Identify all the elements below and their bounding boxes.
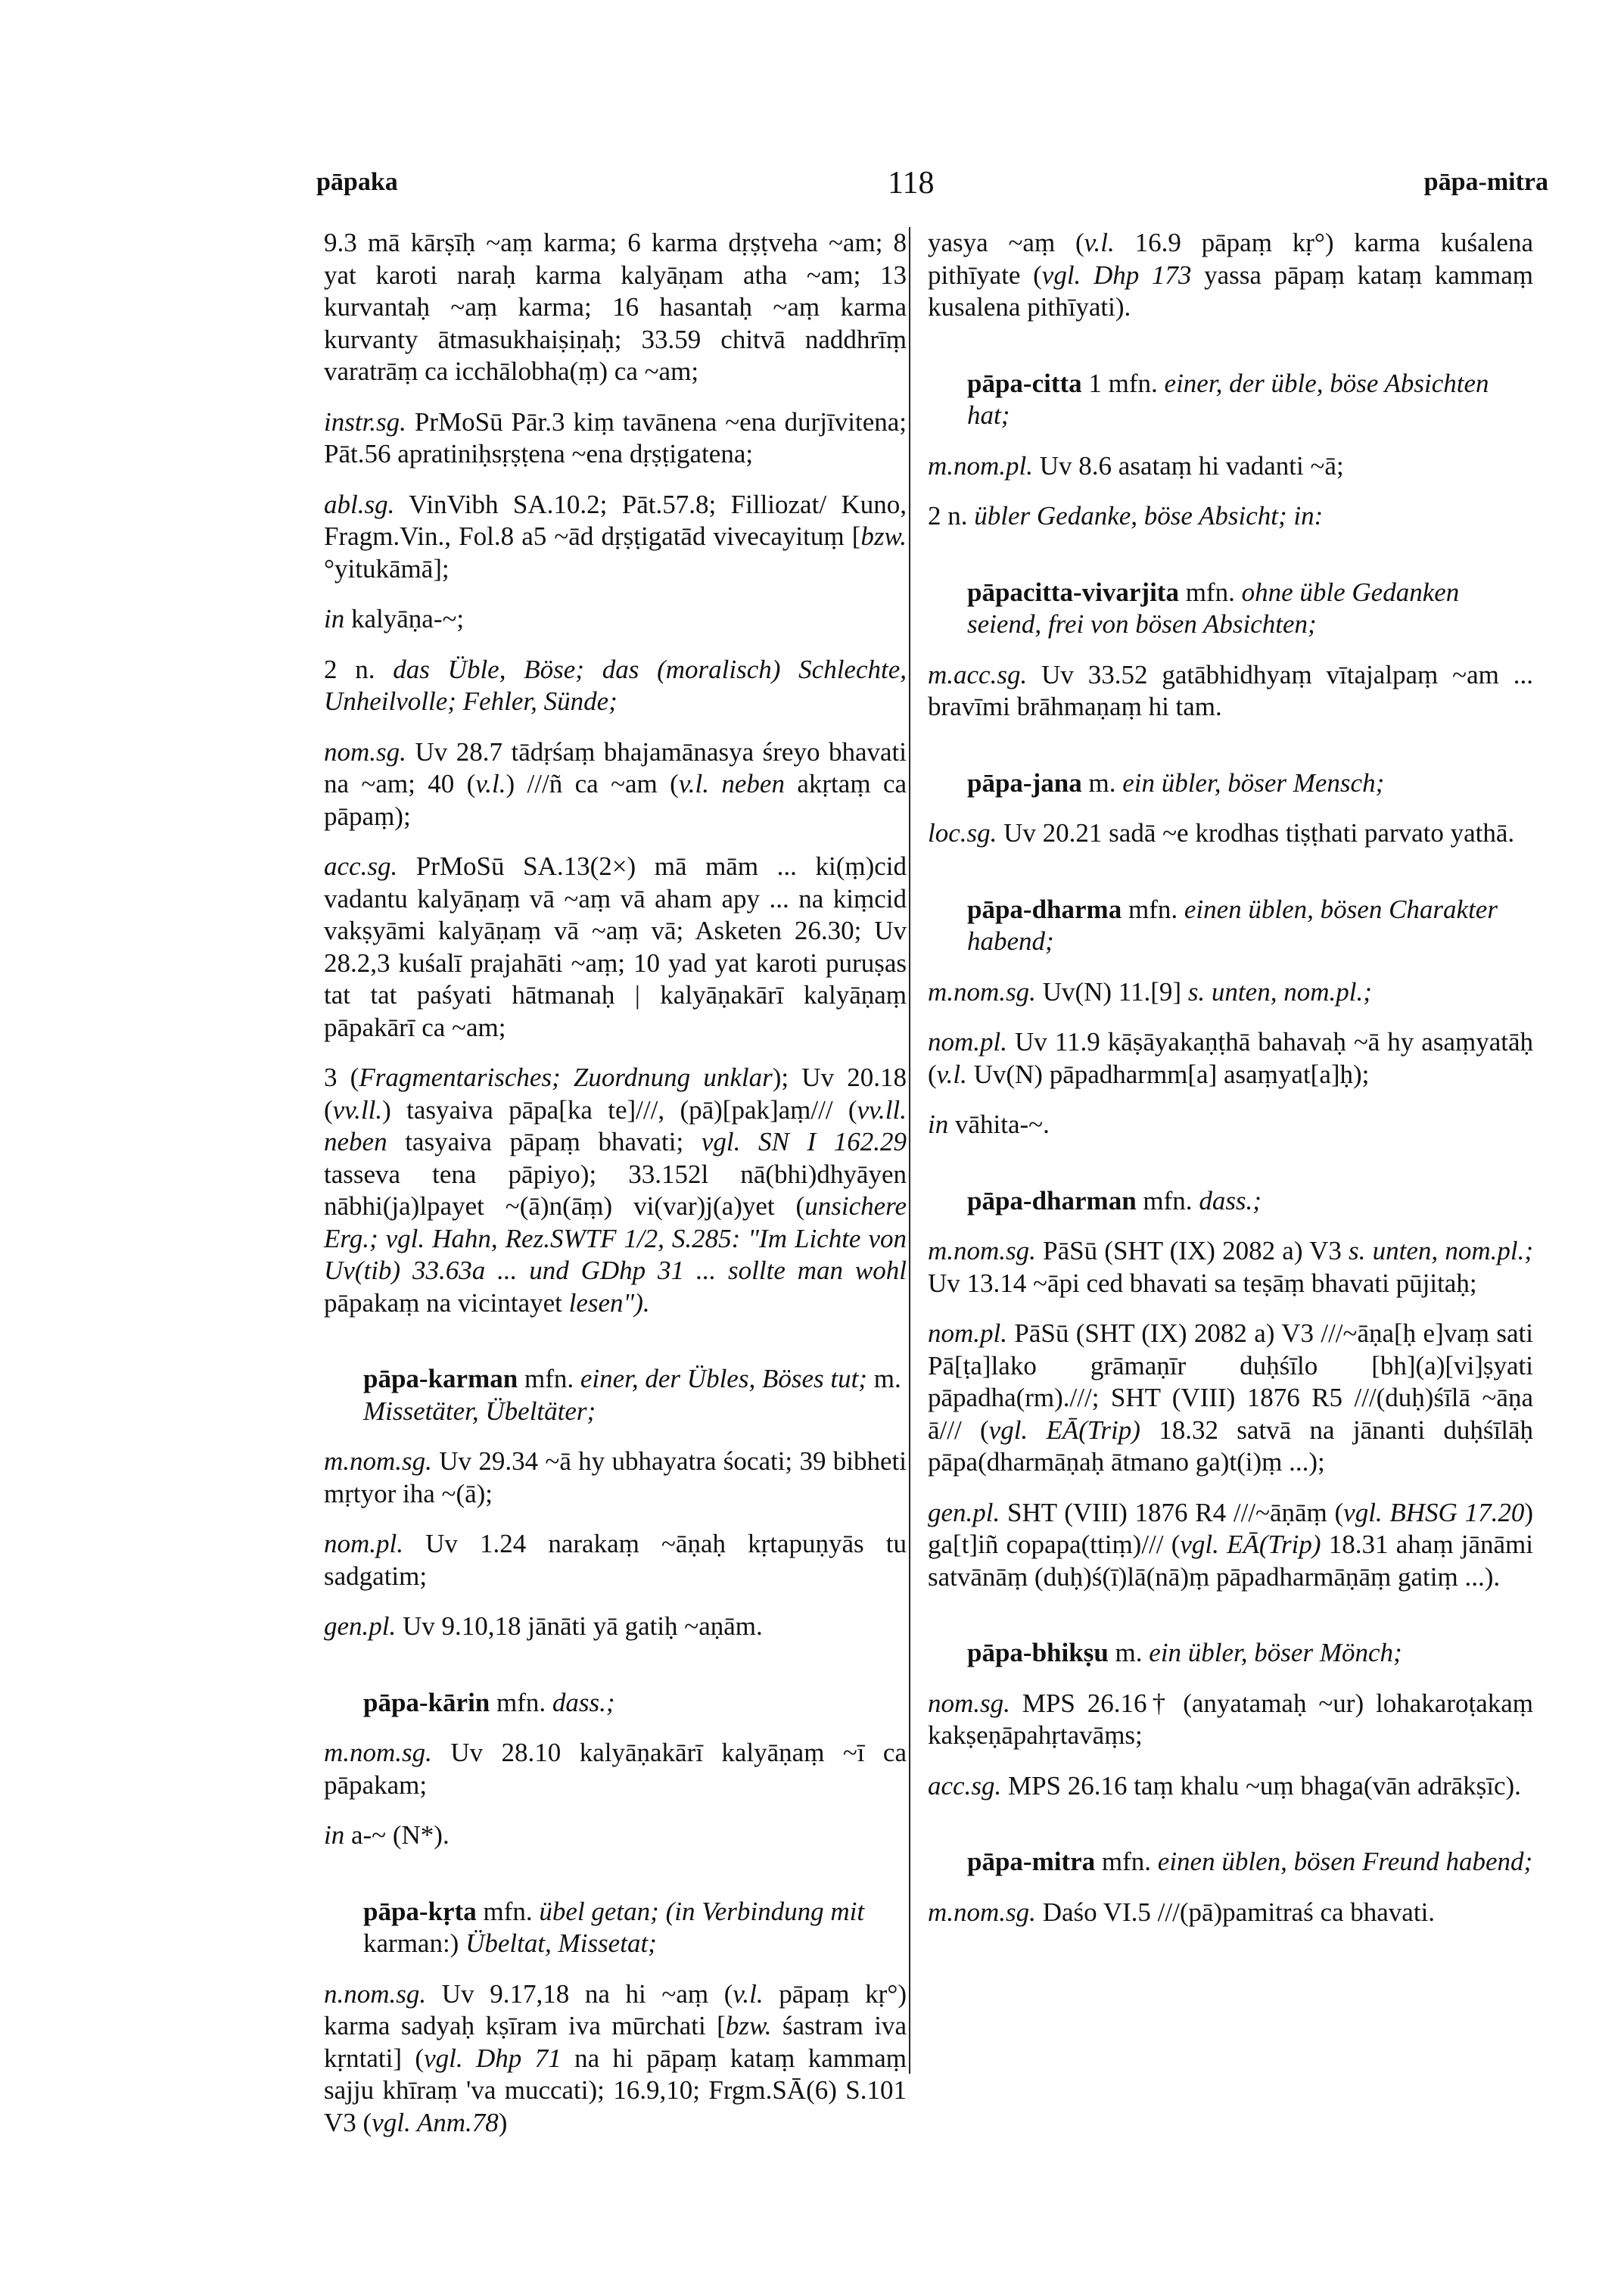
entry-paragraph: m.nom.sg. Daśo VI.5 ///(pā)pamitraś ca bhavati. bbox=[928, 1897, 1436, 1927]
entry-paragraph: 9.3 mā kārṣīḥ ~aṃ karma; 6 karma dṛṣṭveha ~am; 8 yat karoti naraḥ karma kalyāṇam atha ~am; 13 kurvantaḥ ~aṃ karma; 16 hasantaḥ ~aṃ karma kurvanty ātmasukhaiṣiṇaḥ; 33.59 chitvā naddhrīṃ varatrāṃ ca icchālobha(ṃ) ca ~am; bbox=[324, 228, 907, 386]
entry-paragraph: nom.sg. Uv 28.7 tādṛśaṃ bhajamānasya śreyo bhavati na ~am; 40 (v.l.) ///ñ ca ~am (v.l. neben akṛtaṃ ca pāpaṃ); bbox=[324, 736, 907, 831]
entry-paragraph: in a-~ (N*). bbox=[324, 1820, 450, 1850]
lemma-heading: pāpa-kārin mfn. dass.; bbox=[363, 1687, 615, 1717]
lemma-heading: pāpa-mitra mfn. einen üblen, bösen Freund habend; bbox=[967, 1847, 1533, 1876]
left-column bbox=[324, 227, 907, 2139]
lemma-heading: pāpa-jana m. ein übler, böser Mensch; bbox=[967, 767, 1385, 798]
entry-paragraph: m.nom.sg. Uv 28.10 kalyāṇakārī kalyāṇaṃ ~ī ca pāpakam; bbox=[324, 1738, 907, 1800]
lemma-heading: pāpa-dharman mfn. dass.; bbox=[967, 1185, 1262, 1215]
entry-paragraph: gen.pl. SHT (VIII) 1876 R4 ///~āṇāṃ (vgl. BHSG 17.20) ga[t]iñ copapa(ttiṃ)/// (vgl. EĀ(Trip) 18.31 ahaṃ jānāmi satvānāṃ (duḥ)ś(ī)lā(nā)ṃ pāpadharmāṇāṃ gatiṃ ...). bbox=[928, 1497, 1533, 1592]
entry-paragraph: 3 (Fragmentarisches; Zuordnung unklar); Uv 20.18 (vv.ll.) tasyaiva pāpa[ka te]///, (pā)[pak]aṃ/// (vv.ll. neben tasyaiva pāpaṃ bhavati; vgl. SN I 162.29 tasseva tena pāpiyo); 33.152l nā(bhi)dhyāyen nābhi(ja)lpayet ~(ā)n(āṃ) vi(var)j(a)yet (unsichere Erg.; vgl. Hahn, Rez.SWTF 1/2, S.285: "Im Lichte von Uv(tib) 33.63a ... und GDhp 31 ... sollte man wohl pāpakaṃ na vicintayet lesen"). bbox=[324, 1063, 907, 1318]
column-divider bbox=[909, 227, 910, 2074]
page-number: 118 bbox=[888, 166, 935, 201]
entry-paragraph: nom.pl. Uv 1.24 narakaṃ ~āṇaḥ kṛtapuṇyās tu sadgatim; bbox=[324, 1529, 907, 1591]
entry-paragraph: instr.sg. PrMoSū Pār.3 kiṃ tavānena ~ena durjīvitena; Pāt.56 apratiniḥsṛṣṭena ~ena dṛṣṭigatena; bbox=[324, 406, 907, 468]
entry-paragraph: m.nom.sg. PāSū (SHT (IX) 2082 a) V3 s. unten, nom.pl.; Uv 13.14 ~āpi ced bhavati sa teṣāṃ bhavati pūjitaḥ; bbox=[928, 1236, 1533, 1298]
entry-paragraph: n.nom.sg. Uv 9.17,18 na hi ~aṃ (v.l. pāpaṃ kṛ°) karma sadyaḥ kṣīram iva mūrchati [bzw. śastram iva kṛntati] (vgl. Dhp 71 na hi pāpaṃ kataṃ kammaṃ sajju khīraṃ 'va muccati); 16.9,10; Frgm.SĀ(6) S.101 V3 (vgl. Anm.78) bbox=[324, 1978, 907, 2137]
lemma-heading: pāpa-kṛta mfn. übel getan; (in Verbindung mit karman:) Übeltat, Missetat; bbox=[363, 1896, 865, 1958]
entry-paragraph: gen.pl. Uv 9.10,18 jānāti yā gatiḥ ~aṇām. bbox=[324, 1611, 763, 1641]
entry-paragraph: acc.sg. PrMoSū SA.13(2×) mā mām ... ki(ṃ)cid vadantu kalyāṇaṃ vā ~aṃ vā aham apy ... na kiṃcid vakṣyāmi kalyāṇaṃ vā ~aṃ vā; Asketen 26.30; Uv 28.2,3 kuśalī prajahāti ~aṃ; 10 yad yat karoti puruṣas tat tat paśyati hātmanaḥ | kalyāṇakārī kalyāṇaṃ pāpakārī ca ~am; bbox=[324, 851, 907, 1042]
lemma-heading: pāpacitta-vivarjita mfn. ohne üble Gedanken seiend, frei von bösen Absichten; bbox=[967, 577, 1460, 639]
lemma-heading: pāpa-citta 1 mfn. einer, der üble, böse Absichten hat; bbox=[967, 368, 1489, 430]
entry-paragraph: 2 n. das Üble, Böse; das (moralisch) Schlechte, Unheilvolle; Fehler, Sünde; bbox=[324, 654, 907, 716]
entry-paragraph: abl.sg. VinVibh SA.10.2; Pāt.57.8; Filliozat/ Kuno, Fragm.Vin., Fol.8 a5 ~ād dṛṣṭigatād vivecayituṃ [bzw. °yitukāmā]; bbox=[324, 489, 907, 584]
entry-paragraph: nom.pl. Uv 11.9 kāṣāyakaṇṭhā bahavaḥ ~ā hy asaṃyatāḥ (v.l. Uv(N) pāpadharmm[a] asaṃyat[a]ḥ); bbox=[928, 1027, 1533, 1089]
entry-paragraph: 2 n. übler Gedanke, böse Absicht; in: bbox=[928, 501, 1324, 531]
entry-paragraph: nom.sg. MPS 26.16† (anyatamaḥ ~ur) lohakaroṭakaṃ kakṣeṇāpahṛtavāṃs; bbox=[928, 1688, 1533, 1750]
entry-paragraph: nom.pl. PāSū (SHT (IX) 2082 a) V3 ///~āṇa[ḥ e]vaṃ sati Pā[ṭa]lako grāmaṇīr duḥśīlo [bh](a)[vi]ṣyati pāpadha(rm).///; SHT (VIII) 1876 R5 ///(duḥ)śīlā ~āṇa ā/// (vgl. EĀ(Trip) 18.32 satvā na jānanti duḥśīlāḥ pāpa(dharmāṇaḥ ātmano ga)t(i)ṃ ...); bbox=[928, 1318, 1533, 1477]
right-column bbox=[928, 227, 1533, 1928]
entry-paragraph: loc.sg. Uv 20.21 sadā ~e krodhas tiṣṭhati parvato yathā. bbox=[928, 818, 1515, 848]
running-head-left: pāpaka bbox=[316, 168, 398, 196]
entry-paragraph: yasya ~aṃ (v.l. 16.9 pāpaṃ kṛ°) karma kuśalena pithīyate (vgl. Dhp 173 yassa pāpaṃ kataṃ kammaṃ kusalena pithīyati). bbox=[928, 228, 1533, 322]
entry-paragraph: m.nom.sg. Uv 29.34 ~ā hy ubhayatra śocati; 39 bibheti mṛtyor iha ~(ā); bbox=[324, 1446, 907, 1508]
lemma-heading: pāpa-bhikṣu m. ein übler, böser Mönch; bbox=[967, 1638, 1402, 1667]
entry-paragraph: in kalyāṇa-~; bbox=[324, 604, 465, 633]
entry-paragraph: in vāhita-~. bbox=[928, 1110, 1050, 1139]
entry-paragraph: m.nom.pl. Uv 8.6 asataṃ hi vadanti ~ā; bbox=[928, 450, 1344, 481]
running-head-right: pāpa-mitra bbox=[1423, 168, 1548, 196]
entry-paragraph: acc.sg. MPS 26.16 taṃ khalu ~uṃ bhaga(vān adrākṣīc). bbox=[928, 1770, 1521, 1801]
page-header bbox=[316, 168, 1548, 213]
entry-paragraph: m.nom.sg. Uv(N) 11.[9] s. unten, nom.pl.; bbox=[928, 976, 1372, 1007]
entry-paragraph: m.acc.sg. Uv 33.52 gatābhidhyaṃ vītajalpaṃ ~am ... bravīmi brāhmaṇaṃ hi tam. bbox=[928, 659, 1533, 721]
lemma-heading: pāpa-karman mfn. einer, der Übles, Böses tut; m. Missetäter, Übeltäter; bbox=[363, 1364, 901, 1426]
lemma-heading: pāpa-dharma mfn. einen üblen, bösen Charakter habend; bbox=[967, 894, 1498, 956]
